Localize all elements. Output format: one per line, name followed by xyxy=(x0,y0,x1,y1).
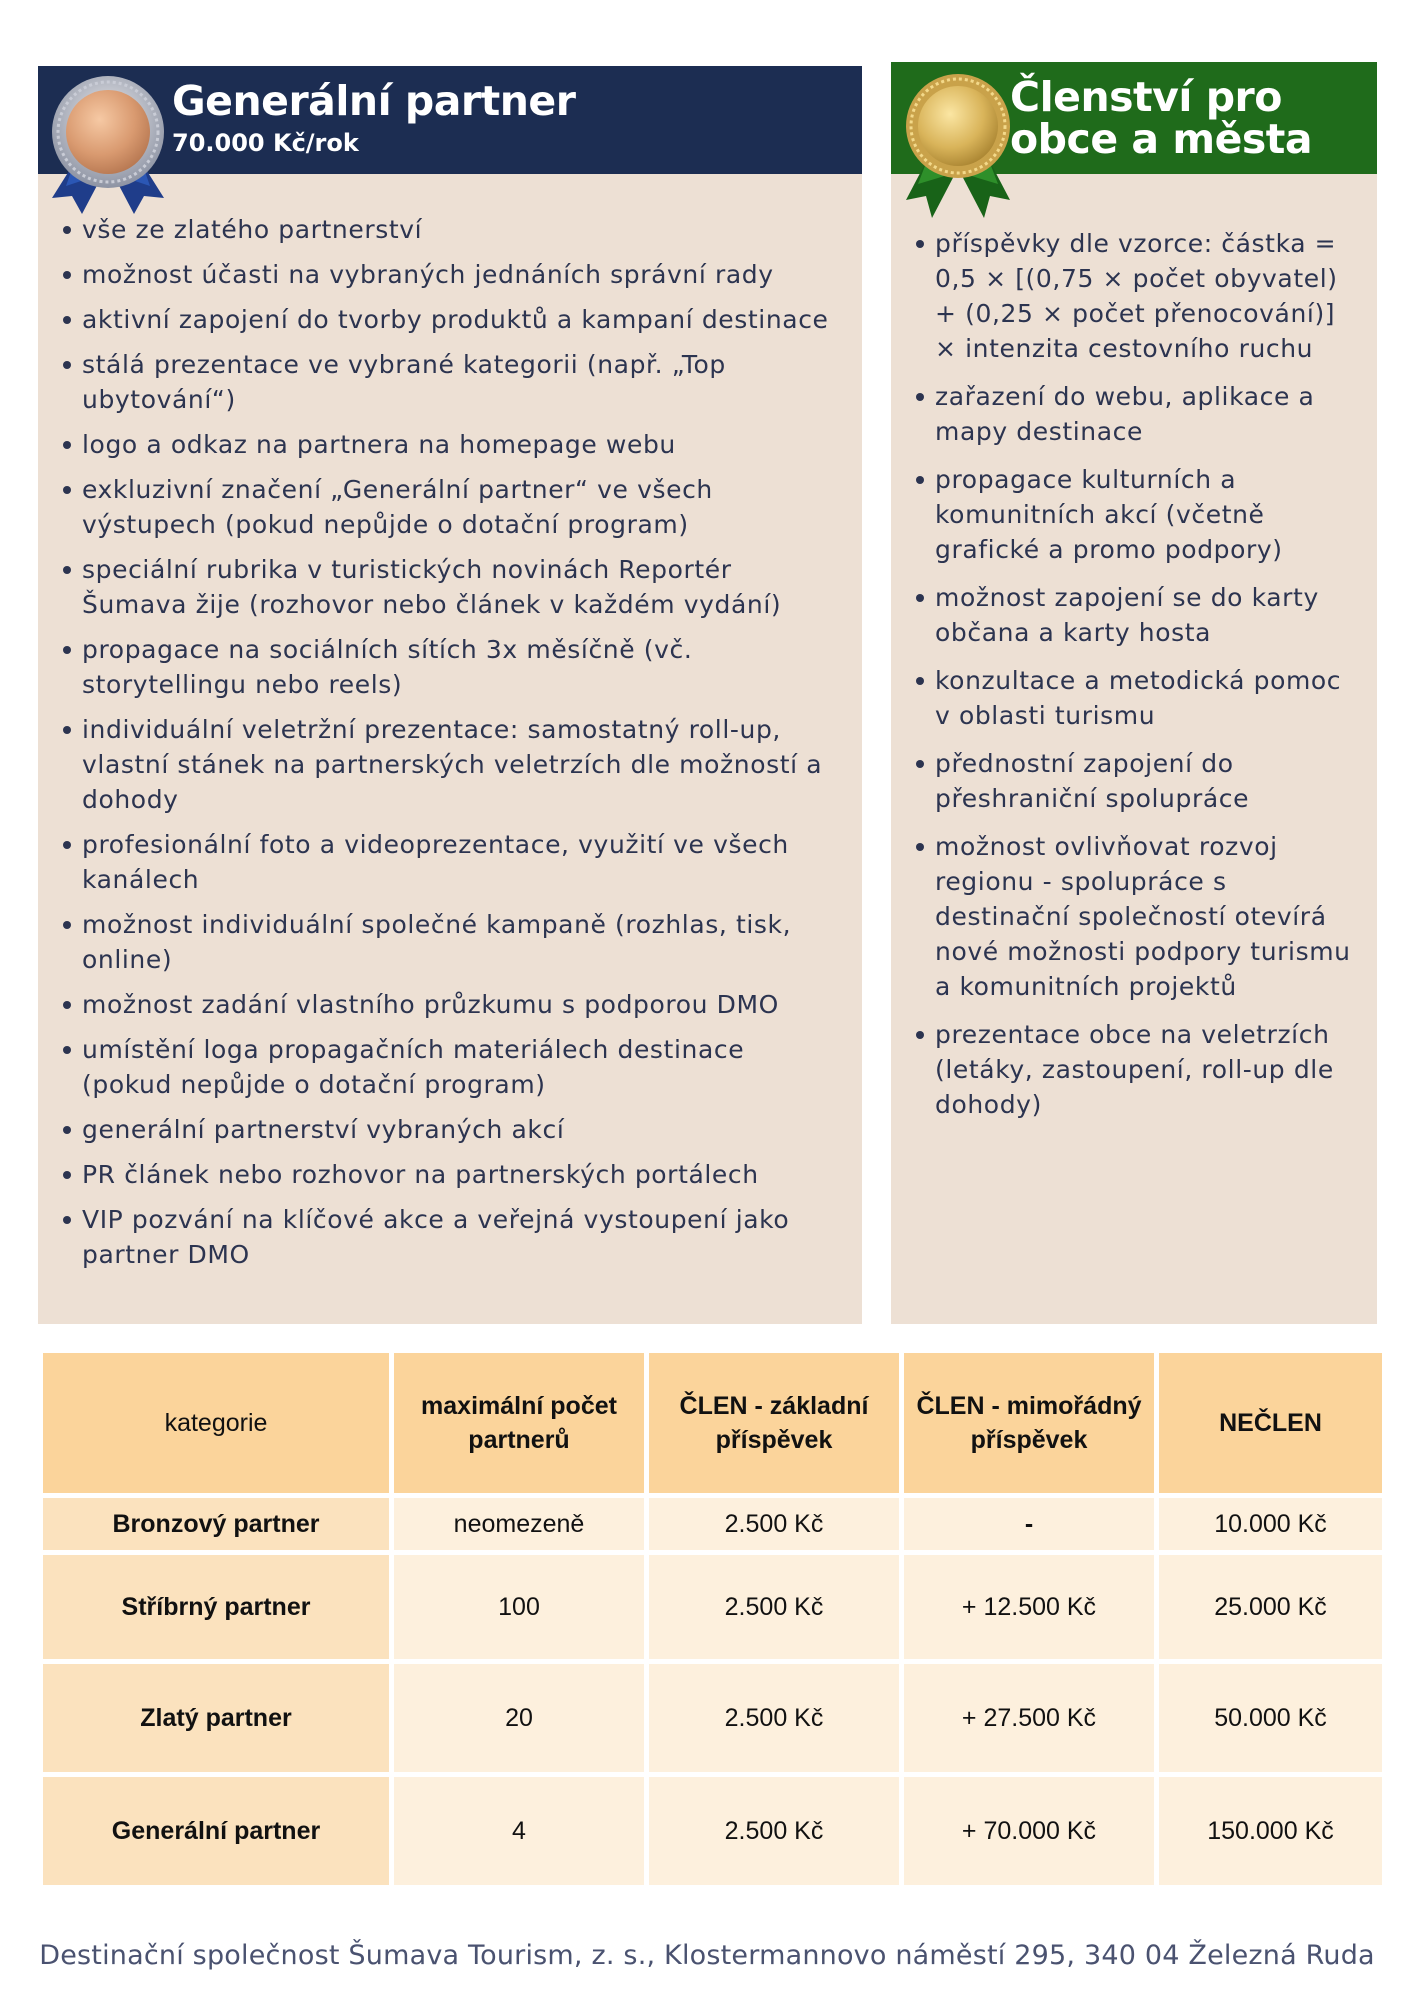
bronze-medal-ribbon-icon xyxy=(44,68,172,214)
list-item: vše ze zlatého partnerství xyxy=(50,212,840,247)
header-max-partners: maximální počet partnerů xyxy=(394,1353,644,1493)
list-item: speciální rubrika v turistických novinách Reportér Šumava žije (rozhovor nebo článek v každém vydání) xyxy=(50,552,840,622)
footer-address: Destinační společnost Šumava Tourism, z. s., Klostermannovo náměstí 295, 340 04 Železná Ruda xyxy=(39,1940,1375,1971)
list-item: možnost ovlivňovat rozvoj regionu - spolupráce s destinační společností otevírá nové možnosti podpory turismu a komunitních projektů xyxy=(903,829,1363,1004)
list-item: zařazení do webu, aplikace a mapy destinace xyxy=(903,379,1363,449)
row-extra-fee: + 12.500 Kč xyxy=(904,1550,1154,1659)
table-row xyxy=(43,1550,1382,1659)
row-base-fee: 2.500 Kč xyxy=(649,1493,899,1550)
table-row xyxy=(43,1659,1382,1772)
municipal-membership-benefits xyxy=(903,226,1363,1135)
list-item: možnost účasti na vybraných jednáních správní rady xyxy=(50,257,840,292)
list-item: umístění loga propagačních materiálech destinace (pokud nepůjde o dotační program) xyxy=(50,1032,840,1102)
row-non-member: 50.000 Kč xyxy=(1159,1659,1382,1772)
header-category: kategorie xyxy=(43,1353,389,1493)
general-partner-benefits xyxy=(50,212,840,1282)
row-max-partners: 20 xyxy=(394,1659,644,1772)
list-item: generální partnerství vybraných akcí xyxy=(50,1112,840,1147)
row-base-fee: 2.500 Kč xyxy=(649,1550,899,1659)
list-item: možnost zadání vlastního průzkumu s podporou DMO xyxy=(50,987,840,1022)
list-item: individuální veletržní prezentace: samostatný roll-up, vlastní stánek na partnerských veletrzích dle možností a dohody xyxy=(50,712,840,817)
row-max-partners: 4 xyxy=(394,1772,644,1885)
list-item: stálá prezentace ve vybrané kategorii (např. „Top ubytování“) xyxy=(50,347,840,417)
row-non-member: 10.000 Kč xyxy=(1159,1493,1382,1550)
list-item: konzultace a metodická pomoc v oblasti turismu xyxy=(903,663,1363,733)
gold-medal-ribbon-icon xyxy=(898,68,1018,218)
list-item: možnost zapojení se do karty občana a karty hosta xyxy=(903,580,1363,650)
row-category: Stříbrný partner xyxy=(43,1550,389,1659)
row-base-fee: 2.500 Kč xyxy=(649,1772,899,1885)
list-item: PR článek nebo rozhovor na partnerských portálech xyxy=(50,1157,840,1192)
row-non-member: 150.000 Kč xyxy=(1159,1772,1382,1885)
table-row xyxy=(43,1493,1382,1550)
list-item: příspěvky dle vzorce: částka = 0,5 × [(0,75 × počet obyvatel) + (0,25 × počet přenocování)] × intenzita cestovního ruchu xyxy=(903,226,1363,366)
municipal-membership-title: Členství pro obce a města xyxy=(1010,73,1313,163)
pricing-table xyxy=(38,1353,1387,1885)
list-item: logo a odkaz na partnera na homepage webu xyxy=(50,427,840,462)
table-row xyxy=(43,1772,1382,1885)
header-member-base-fee: ČLEN - základní příspěvek xyxy=(649,1353,899,1493)
list-item: propagace kulturních a komunitních akcí (včetně grafické a promo podpory) xyxy=(903,462,1363,567)
row-base-fee: 2.500 Kč xyxy=(649,1659,899,1772)
row-category: Generální partner xyxy=(43,1772,389,1885)
list-item: aktivní zapojení do tvorby produktů a kampaní destinace xyxy=(50,302,840,337)
list-item: prezentace obce na veletrzích (letáky, zastoupení, roll-up dle dohody) xyxy=(903,1017,1363,1122)
row-max-partners: 100 xyxy=(394,1550,644,1659)
row-category: Bronzový partner xyxy=(43,1493,389,1550)
list-item: propagace na sociálních sítích 3x měsíčně (vč. storytellingu nebo reels) xyxy=(50,632,840,702)
list-item: přednostní zapojení do přeshraniční spolupráce xyxy=(903,746,1363,816)
list-item: exkluzivní značení „Generální partner“ ve všech výstupech (pokud nepůjde o dotační program) xyxy=(50,472,840,542)
row-category: Zlatý partner xyxy=(43,1659,389,1772)
row-extra-fee: - xyxy=(904,1493,1154,1550)
row-non-member: 25.000 Kč xyxy=(1159,1550,1382,1659)
row-max-partners: neomezeně xyxy=(394,1493,644,1550)
list-item: profesionální foto a videoprezentace, využití ve všech kanálech xyxy=(50,827,840,897)
row-extra-fee: + 70.000 Kč xyxy=(904,1772,1154,1885)
list-item: možnost individuální společné kampaně (rozhlas, tisk, online) xyxy=(50,907,840,977)
header-member-extra-fee: ČLEN - mimořádný příspěvek xyxy=(904,1353,1154,1493)
row-extra-fee: + 27.500 Kč xyxy=(904,1659,1154,1772)
general-partner-price: 70.000 Kč/rok xyxy=(172,129,359,157)
list-item: VIP pozvání na klíčové akce a veřejná vystoupení jako partner DMO xyxy=(50,1202,840,1272)
header-non-member: NEČLEN xyxy=(1159,1353,1382,1493)
table-header-row xyxy=(43,1353,1382,1493)
general-partner-title: Generální partner xyxy=(172,77,576,125)
